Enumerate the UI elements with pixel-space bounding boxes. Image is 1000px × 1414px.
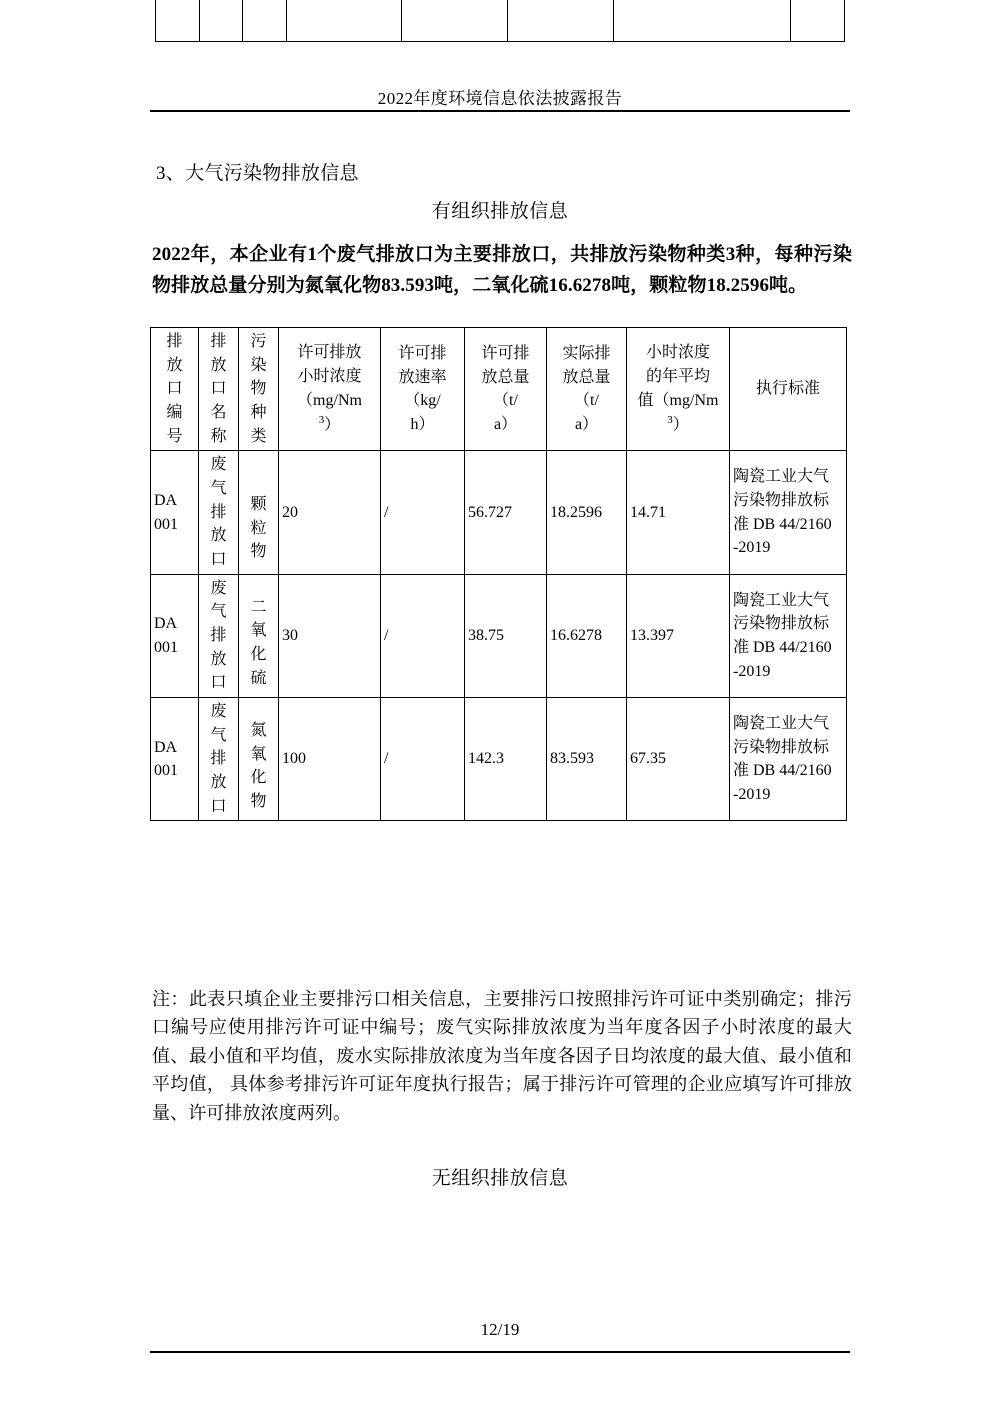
intro-paragraph: 2022年，本企业有1个废气排放口为主要排放口，共排放污染物种类3种，每种污染物排放总量分别为氮氧化物83.593吨，二氧化硫16.6278吨，颗粒物18.2596吨。: [152, 244, 852, 296]
table-row: [156, 0, 845, 42]
header-annual-average-hourly-concentration: 小时浓度 的年平均 值（mg/Nm $^3$）: [627, 328, 730, 451]
page-number: 12/19: [480, 1320, 520, 1339]
fragment-cell-5: [401, 0, 507, 42]
fragment-cell-7: [613, 0, 790, 42]
superscript-three: 3: [667, 414, 673, 427]
cell-outlet-name: 废 气 排 放 口: [199, 698, 239, 821]
table-header-row: [151, 328, 847, 451]
section-title: 3、大气污染物排放信息: [156, 163, 359, 184]
fragment-cell-3: [243, 0, 287, 42]
cell-permitted-total: 56.727: [465, 451, 547, 574]
cell-permitted-hourly-concentration: 100: [279, 698, 381, 821]
cell-outlet-code: DA 001: [151, 451, 199, 574]
cell-pollutant: 二 氧 化 硫: [239, 574, 279, 697]
cell-permitted-rate: /: [381, 698, 465, 821]
cell-outlet-name: 废 气 排 放 口: [199, 574, 239, 697]
header-rule: [150, 110, 850, 112]
cell-permitted-rate: /: [381, 574, 465, 697]
running-header: 2022年度环境信息依法披露报告: [377, 89, 623, 108]
fragment-cell-2: [199, 0, 243, 42]
cell-annual-average: 67.35: [627, 698, 730, 821]
header-outlet-name: 排 放 口 名 称: [199, 328, 239, 451]
table-row: [151, 698, 847, 821]
cell-execution-standard: 陶瓷工业大气 污染物排放标 准 DB 44/2160 -2019: [730, 574, 847, 697]
header-permitted-rate: 许可排 放速率 （kg/ h）: [381, 328, 465, 451]
cell-outlet-name: 废 气 排 放 口: [199, 451, 239, 574]
table-row: [151, 451, 847, 574]
subtitle-organized-emissions: 有组织排放信息: [431, 201, 569, 222]
cell-outlet-code: DA 001: [151, 574, 199, 697]
cell-permitted-total: 142.3: [465, 698, 547, 821]
emissions-table: [150, 327, 847, 821]
cell-pollutant: 颗 粒 物: [239, 451, 279, 574]
cell-permitted-total: 38.75: [465, 574, 547, 697]
header-permitted-hourly-concentration: 许可排放 小时浓度 （mg/Nm $^3$）: [279, 328, 381, 451]
cell-annual-average: 14.71: [627, 451, 730, 574]
table-row: [151, 574, 847, 697]
cell-permitted-hourly-concentration: 30: [279, 574, 381, 697]
emissions-table-wrapper: [150, 327, 846, 821]
header-outlet-code: 排 放 口 编 号: [151, 328, 199, 451]
fragment-cell-1: [156, 0, 200, 42]
cell-annual-average: 13.397: [627, 574, 730, 697]
cell-execution-standard: 陶瓷工业大气 污染物排放标 准 DB 44/2160 -2019: [730, 451, 847, 574]
cell-pollutant: 氮 氧 化 物: [239, 698, 279, 821]
header-pollutant-type: 污 染 物 种 类: [239, 328, 279, 451]
fragment-cell-4: [287, 0, 401, 42]
header-actual-total: 实际排 放总量 （t/ a）: [547, 328, 627, 451]
cell-outlet-code: DA 001: [151, 698, 199, 821]
table-note: 注：此表只填企业主要排污口相关信息，主要排污口按照排污许可证中类别确定；排污口编号应使用排污许可证中编号；废气实际排放浓度为当年度各因子小时浓度的最大值、最小值和平均值，废水实际排放浓度为当年度各因子日均浓度的最大值、最小值和平均值， 具体参考排污许可证年度执行报告；属于排污许可管理的企业应填写许可排放量、许可排放浓度两列。: [152, 989, 852, 1123]
fragment-cell-6: [507, 0, 613, 42]
cell-permitted-rate: /: [381, 451, 465, 574]
fragment-cell-8: [790, 0, 844, 42]
continued-table-fragment: [155, 0, 845, 42]
cell-actual-total: 83.593: [547, 698, 627, 821]
header-execution-standard: 执行标准: [730, 328, 847, 451]
cell-actual-total: 16.6278: [547, 574, 627, 697]
cell-permitted-hourly-concentration: 20: [279, 451, 381, 574]
superscript-three: 3: [318, 414, 325, 427]
cell-execution-standard: 陶瓷工业大气 污染物排放标 准 DB 44/2160 -2019: [730, 698, 847, 821]
cell-actual-total: 18.2596: [547, 451, 627, 574]
subtitle-unorganized-emissions: 无组织排放信息: [431, 1168, 569, 1189]
continued-table: [155, 0, 845, 42]
footer-rule: [150, 1351, 850, 1353]
header-permitted-total: 许可排 放总量 （t/ a）: [465, 328, 547, 451]
